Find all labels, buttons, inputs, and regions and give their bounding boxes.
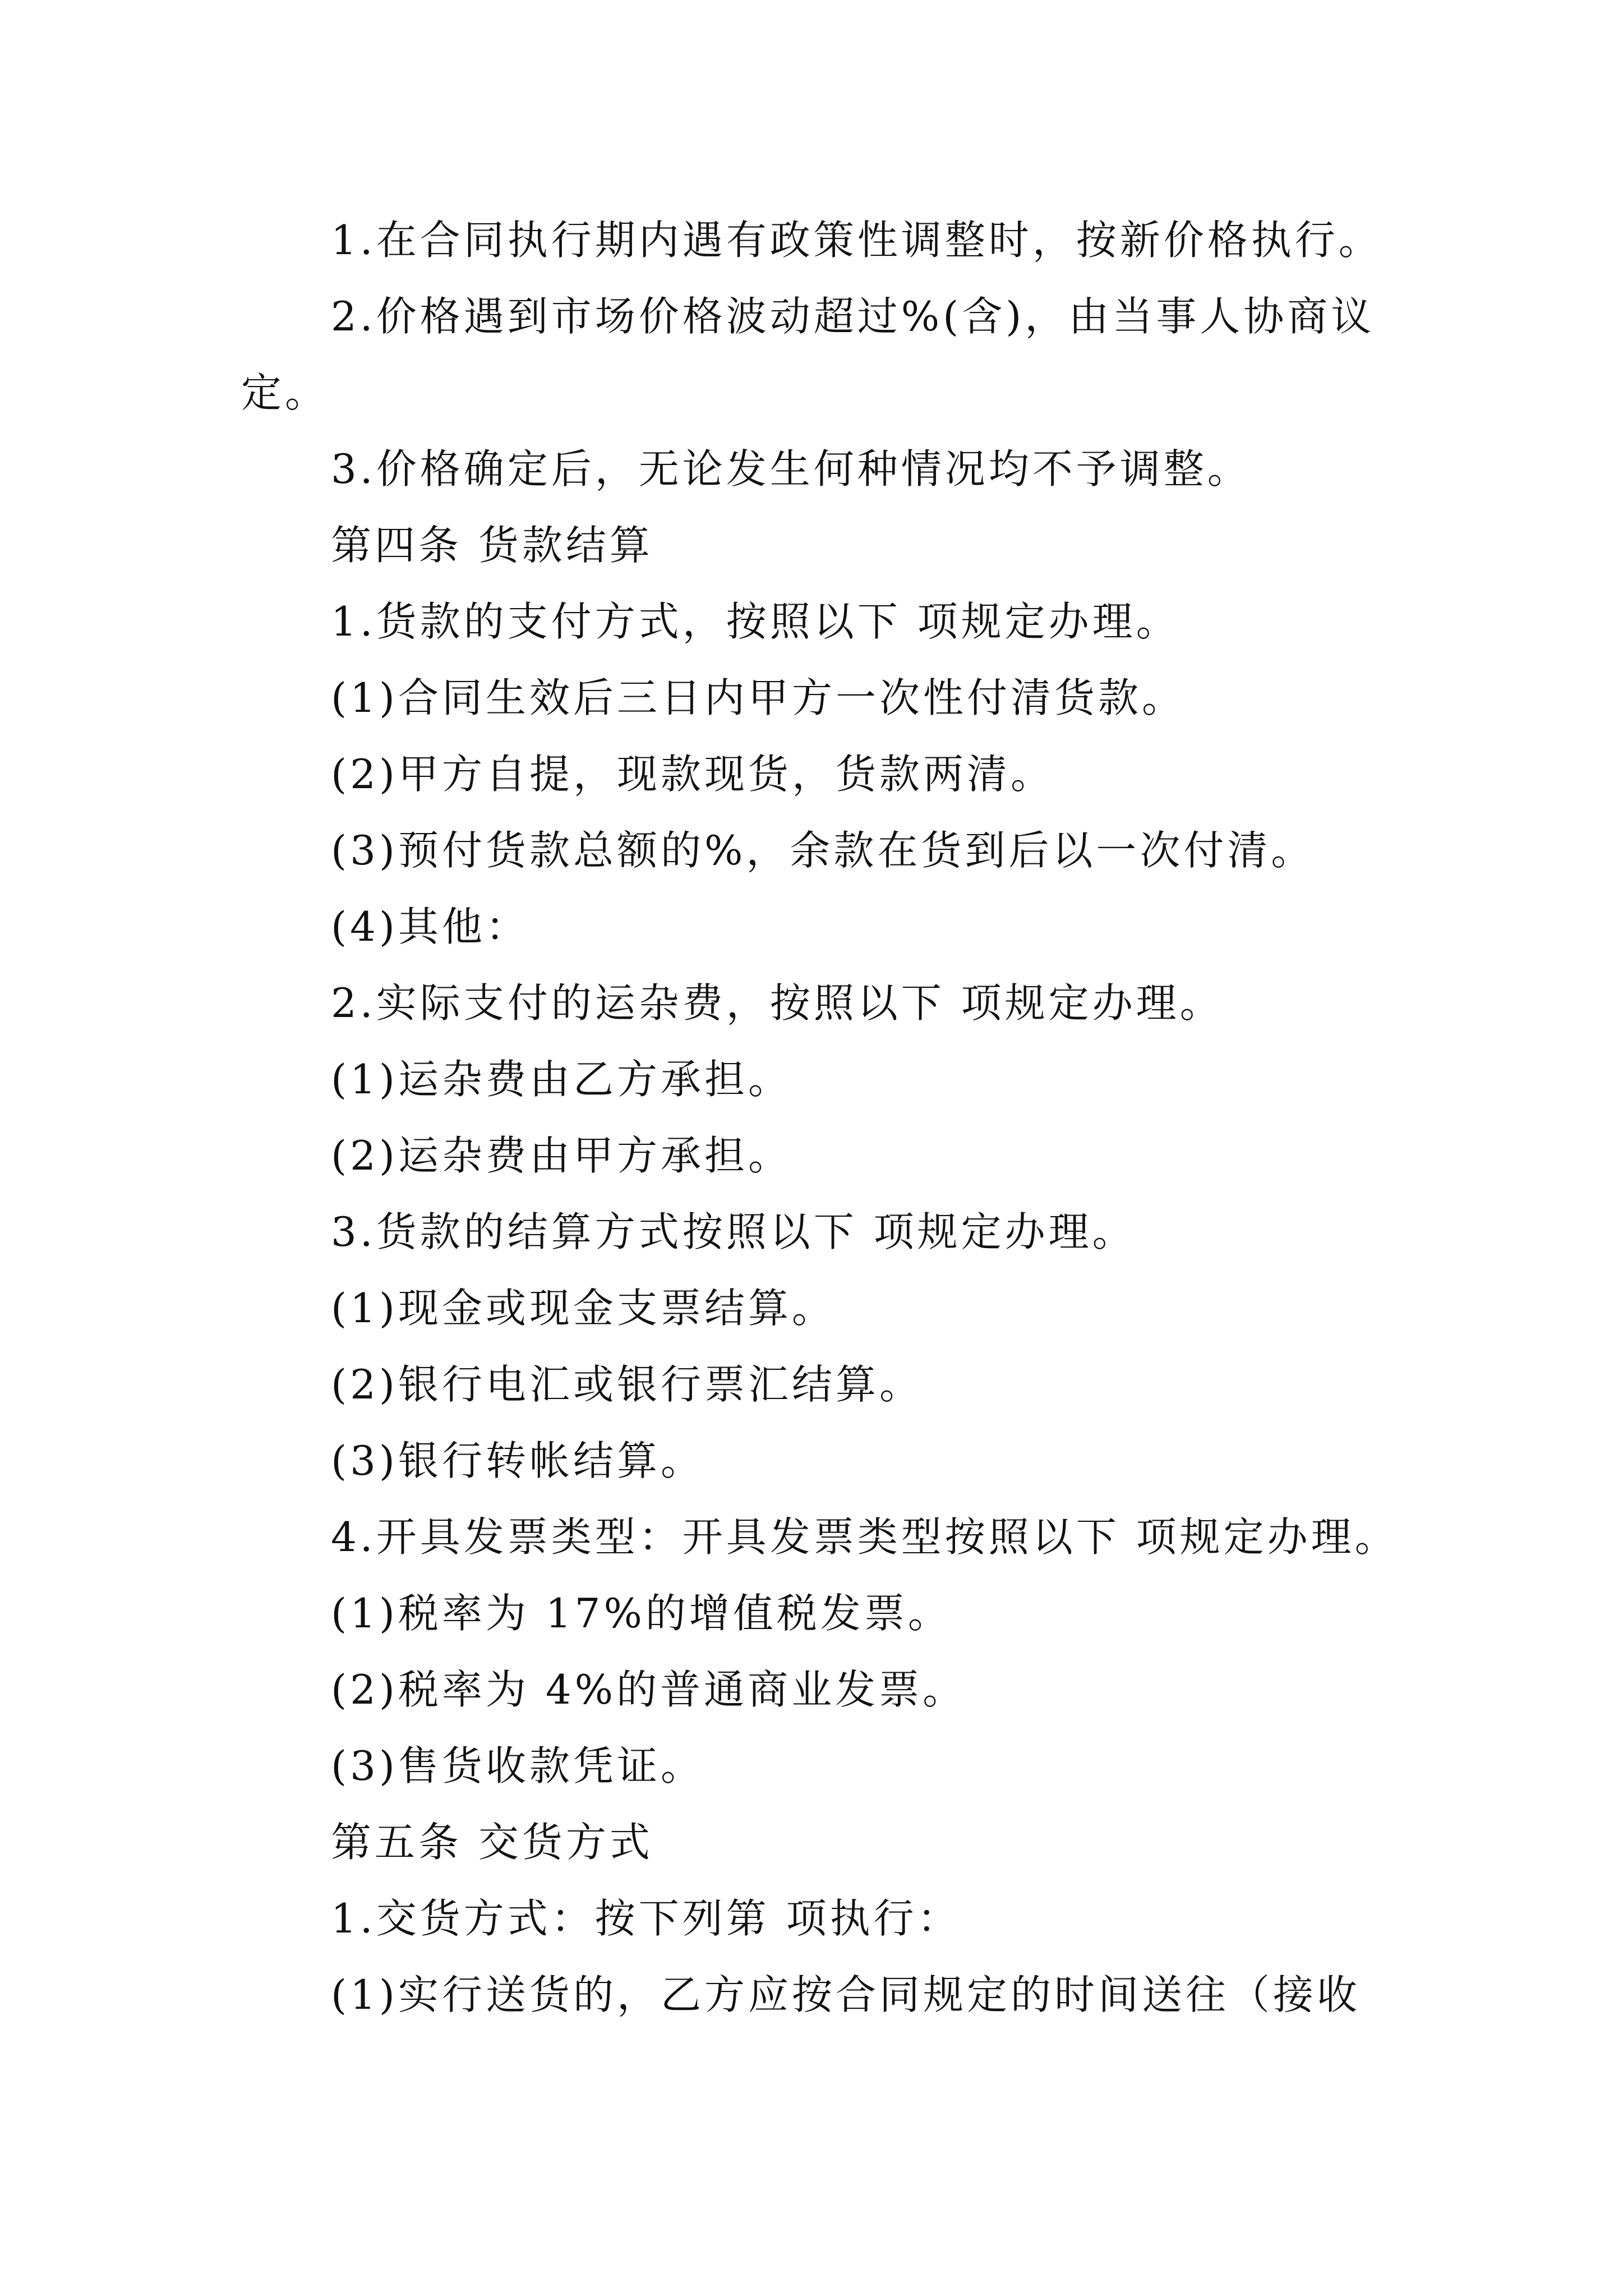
clause-delivery-method: 1.交货方式：按下列第 项执行：: [331, 1895, 961, 1942]
payment-option-1: (1)合同生效后三日内甲方一次性付清货款。: [331, 674, 1186, 721]
freight-option-2: (2)运杂费由甲方承担。: [331, 1132, 792, 1179]
clause-payment-method: 1.货款的支付方式，按照以下 项规定办理。: [331, 598, 1180, 645]
clause-price-fluctuation: 2.价格遇到市场价格波动超过%(含)，由当事人协商议定。: [241, 293, 1375, 416]
payment-option-3: (3)预付货款总额的%，余款在货到后以一次付清。: [331, 827, 1315, 874]
clause-freight: 2.实际支付的运杂费，按照以下 项规定办理。: [331, 979, 1224, 1027]
payment-option-4: (4)其他：: [331, 903, 529, 950]
clause-settlement: 3.货款的结算方式按照以下 项规定办理。: [331, 1208, 1136, 1255]
clause-price-policy-adjustment: 1.在合同执行期内遇有政策性调整时，按新价格执行。: [331, 217, 1382, 264]
delivery-option-1: (1)实行送货的，乙方应按合同规定的时间送往（接收: [331, 1971, 1361, 2018]
settlement-option-1: (1)现金或现金支票结算。: [331, 1285, 836, 1332]
settlement-option-3: (3)银行转帐结算。: [331, 1437, 704, 1484]
invoice-option-3: (3)售货收款凭证。: [331, 1742, 704, 1789]
document-body: [241, 202, 1408, 2033]
article-5-heading: 第五条 交货方式: [331, 1819, 653, 1866]
invoice-option-2: (2)税率为 4%的普通商业发票。: [331, 1666, 967, 1713]
payment-option-2: (2)甲方自提，现款现货，货款两清。: [331, 751, 1054, 798]
clause-price-fixed: 3.价格确定后，无论发生何种情况均不予调整。: [331, 445, 1251, 493]
settlement-option-2: (2)银行电汇或银行票汇结算。: [331, 1361, 923, 1408]
article-4-heading: 第四条 货款结算: [331, 522, 653, 569]
invoice-option-1: (1)税率为 17%的增值税发票。: [331, 1590, 952, 1637]
freight-option-1: (1)运杂费由乙方承担。: [331, 1056, 792, 1103]
clause-invoice-type: 4.开具发票类型：开具发票类型按照以下 项规定办理。: [331, 1513, 1399, 1561]
